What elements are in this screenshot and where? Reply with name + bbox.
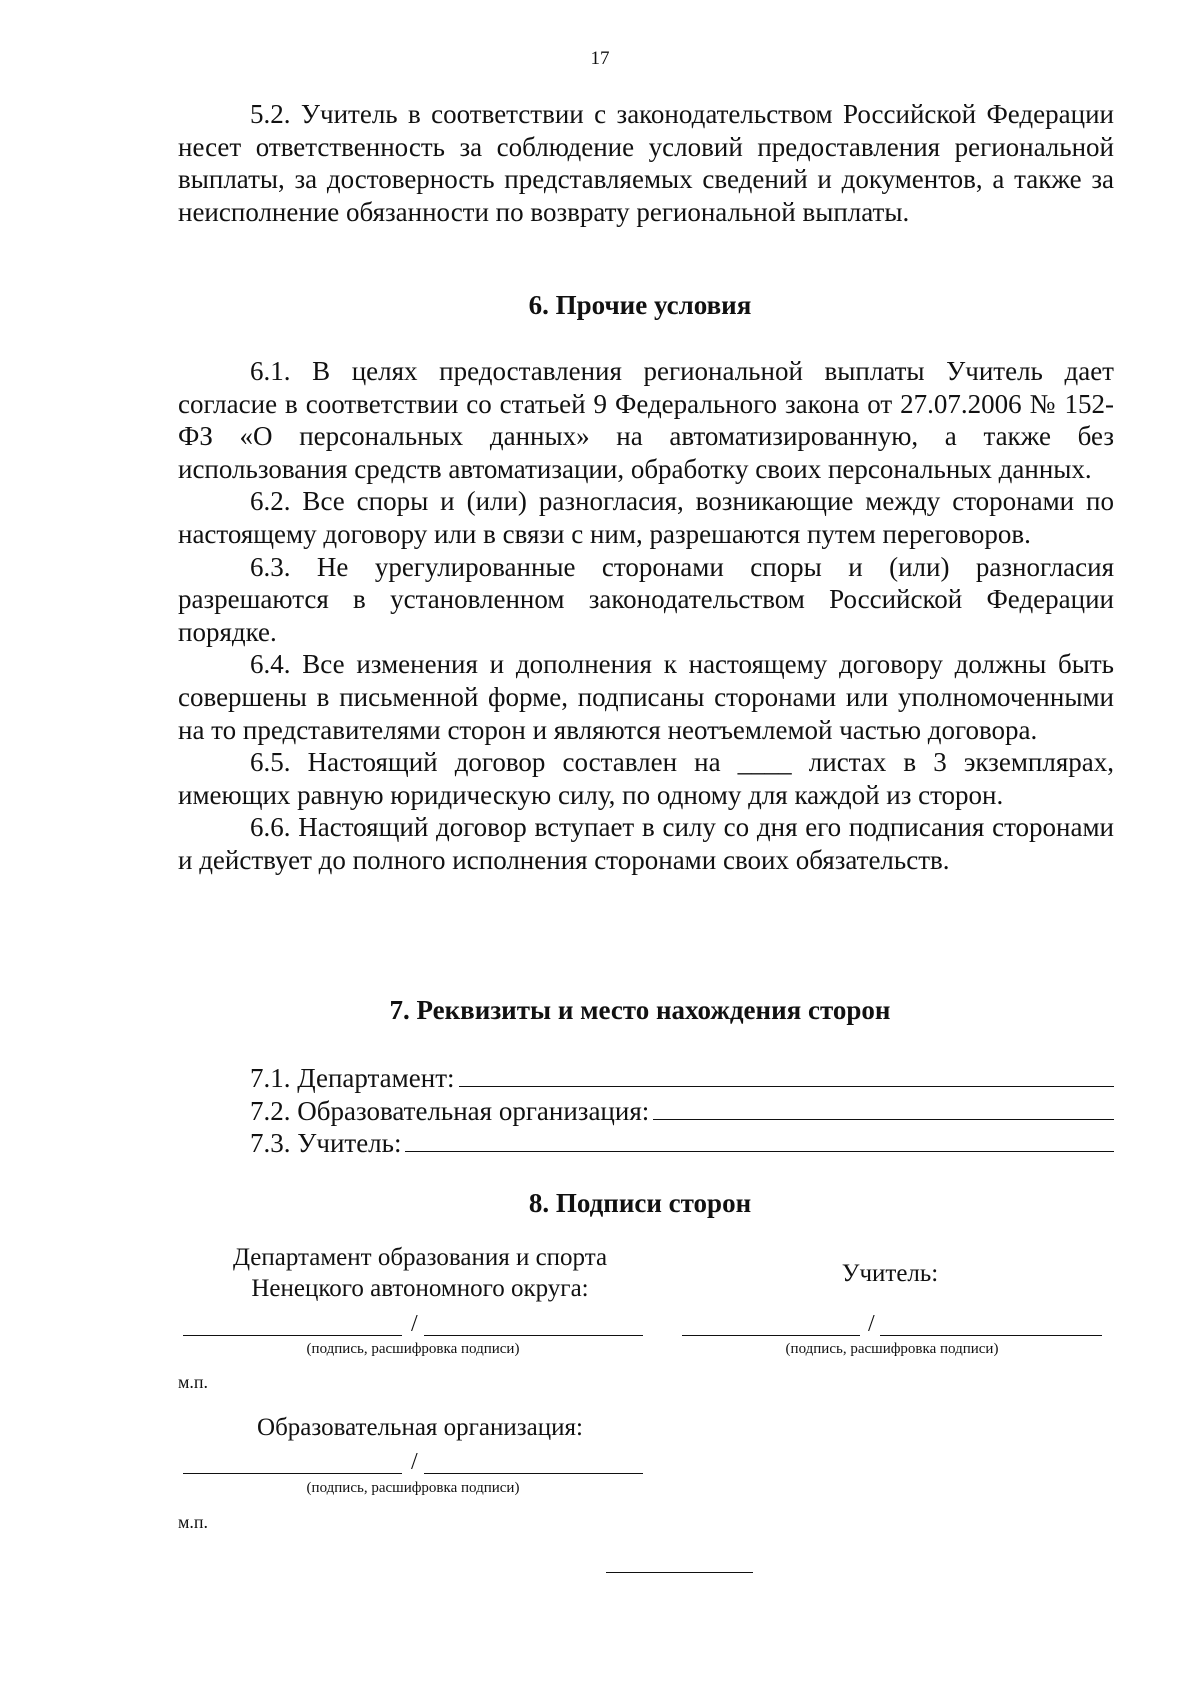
clause-6-4: 6.4. Все изменения и дополнения к настоящему договору должны быть совершены в письменной форме, подписаны сторонами или уполномоченными на то представителями сторон и являются неотъемлемой частью договора. [178, 649, 1114, 745]
teacher-signature-slash: / [868, 1311, 875, 1337]
department-signature-name-field[interactable] [424, 1335, 643, 1336]
teacher-signature-name-field[interactable] [880, 1335, 1102, 1336]
clause-5-2: 5.2. Учитель в соответствии с законодательством Российской Федерации несет ответственность за соблюдение условий предоставления региональной выплаты, за достоверность представляемых сведений и документов, а также за неисполнение обязанности по возврату региональной выплаты. [178, 99, 1114, 227]
section-6-heading: 6. Прочие условия [528, 290, 752, 320]
requisite-department-field[interactable] [459, 1064, 1115, 1087]
section-6-body [178, 355, 1114, 877]
clause-6-5: 6.5. Настоящий договор составлен на ____ листах в 3 экземплярах, имеющих равную юридическую силу, по одному для каждой из сторон. [178, 747, 1114, 810]
organization-signature-slash: / [411, 1449, 418, 1475]
department-signatory [190, 1242, 650, 1304]
page-number: 17 [590, 48, 610, 69]
requisite-teacher [250, 1127, 1114, 1160]
document-end-rule [606, 1572, 753, 1573]
organization-signatory: Образовательная организация: [257, 1414, 583, 1441]
department-name-line2: Ненецкого автономного округа: [251, 1275, 589, 1302]
requisite-organization [250, 1095, 1114, 1128]
section-5 [178, 98, 1114, 228]
teacher-signatory: Учитель: [841, 1260, 939, 1287]
department-name-line1: Департамент образования и спорта [232, 1244, 608, 1271]
department-signature-line[interactable] [183, 1310, 643, 1336]
requisite-organization-label: 7.2. Образовательная организация: [250, 1095, 650, 1126]
organization-signature-name-field[interactable] [424, 1473, 643, 1474]
teacher-signature-field[interactable] [682, 1335, 860, 1336]
requisite-department-label: 7.1. Департамент: [250, 1063, 455, 1093]
department-signature-slash: / [411, 1311, 418, 1337]
department-signature-field[interactable] [183, 1335, 402, 1336]
clause-6-3: 6.3. Не урегулированные сторонами споры и (или) разногласия разрешаются в установленном законодательством Российской Федерации порядке. [178, 551, 1114, 647]
organization-stamp-mark: м.п. [178, 1512, 209, 1532]
teacher-signature-caption: (подпись, расшифровка подписи) [785, 1341, 999, 1357]
clause-6-2: 6.2. Все споры и (или) разногласия, возникающие между сторонами по настоящему договору или в связи с ним, разрешаются путем переговоров. [178, 486, 1114, 549]
section-8-heading: 8. Подписи сторон [528, 1188, 752, 1218]
clause-6-6: 6.6. Настоящий договор вступает в силу со дня его подписания сторонами и действует до полного исполнения сторонами своих обязательств. [178, 812, 1114, 875]
department-stamp-mark: м.п. [178, 1372, 209, 1392]
teacher-signature-line[interactable] [682, 1310, 1102, 1336]
organization-signature-field[interactable] [183, 1473, 402, 1474]
requisite-teacher-label: 7.3. Учитель: [250, 1128, 402, 1159]
section-7-body [250, 1062, 1114, 1160]
requisite-organization-field[interactable] [653, 1097, 1114, 1120]
department-signature-caption: (подпись, расшифровка подписи) [306, 1341, 520, 1357]
requisite-department [250, 1062, 1114, 1095]
requisite-teacher-field[interactable] [405, 1129, 1114, 1152]
organization-signature-caption: (подпись, расшифровка подписи) [306, 1480, 520, 1496]
organization-signature-line[interactable] [183, 1448, 643, 1474]
section-7-heading: 7. Реквизиты и место нахождения сторон [389, 995, 891, 1025]
clause-6-1: 6.1. В целях предоставления региональной выплаты Учитель дает согласие в соответствии со статьей 9 Федерального закона от 27.07.2006 № 152-ФЗ «О персональных данных» на автоматизированную, а также без использования средств автоматизации, обработку своих персональных данных. [178, 356, 1114, 484]
